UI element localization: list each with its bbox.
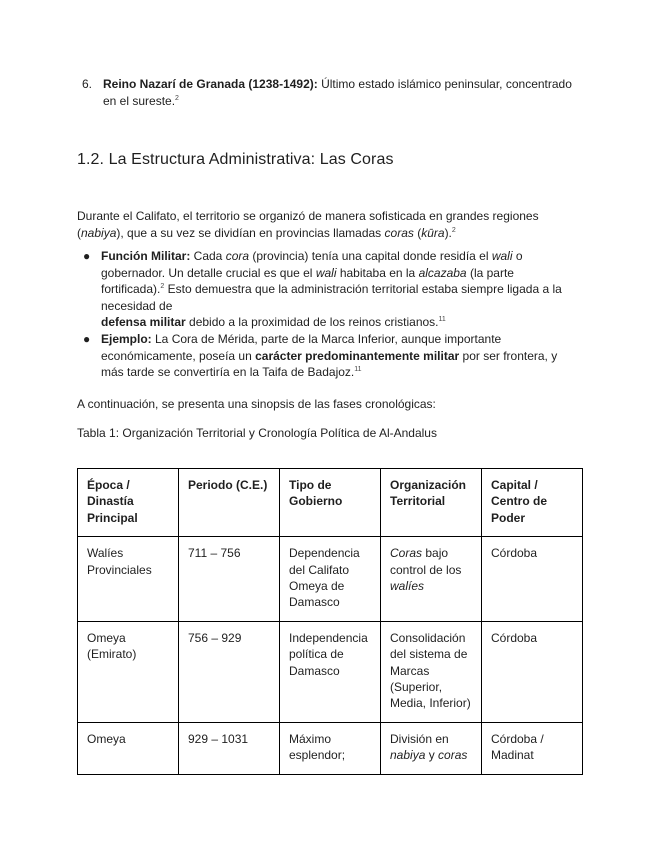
cell-periodo: 711 – 756 [179, 537, 280, 622]
table-row [78, 722, 583, 774]
cell-epoca: Omeya (Emirato) [78, 621, 179, 722]
table-caption: Tabla 1: Organización Territorial y Cronología Política de Al-Andalus [77, 426, 437, 440]
bullet-item-ejemplo: ● Ejemplo: La Cora de Mérida, parte de la Marca Inferior, aunque importante económicamente, poseía un carácter predominantemente militar por ser frontera, y más tarde se convertiría en la Taifa de Badajoz.$^{11}$ [83, 331, 558, 380]
bullet-label: Función Militar: [101, 249, 191, 263]
cell-organizacion: Coras bajo control de los walíes [381, 537, 482, 622]
header-capital: Capital / Centro de Poder [482, 469, 583, 537]
cell-epoca: Omeya [78, 722, 179, 774]
footnote-ref[interactable]: 2 [160, 283, 165, 291]
bullet-icon: ● [83, 331, 91, 346]
cell-periodo: 756 – 929 [179, 621, 280, 722]
cell-gobierno: Dependencia del Califato Omeya de Damasco [280, 537, 381, 622]
cell-gobierno: Máximo esplendor; [280, 722, 381, 774]
header-gobierno: Tipo de Gobierno [280, 469, 381, 537]
cell-capital: Córdoba [482, 537, 583, 622]
chronology-table [77, 468, 583, 775]
table-header-row [78, 469, 583, 537]
cell-periodo: 929 – 1031 [179, 722, 280, 774]
cell-organizacion: División en nabiya y coras [381, 722, 482, 774]
footnote-ref[interactable]: 2 [451, 226, 456, 234]
bullet-icon: ● [83, 249, 91, 263]
table-row [78, 537, 583, 622]
header-organizacion: Organización Territorial [381, 469, 482, 537]
footnote-ref[interactable]: 11 [354, 366, 362, 374]
list-item-text: Reino Nazarí de Granada (1238-1492): Último estado islámico peninsular, concentrado en el sureste.$^2$ [103, 77, 572, 108]
cell-organizacion: Consolidación del sistema de Marcas (Superior, Media, Inferior) [381, 621, 482, 722]
footnote-ref[interactable]: 11 [438, 316, 446, 324]
cell-capital: Córdoba [482, 621, 583, 722]
cell-capital: Córdoba / Madinat [482, 722, 583, 774]
list-number: 6. [82, 77, 93, 91]
intro-paragraph: Durante el Califato, el territorio se organizó de manera sofisticada en grandes regiones (nabiya), que a su vez se dividían en provincias llamadas coras (kūra).$^2$ [77, 209, 539, 240]
cell-epoca: Walíes Provinciales [78, 537, 179, 622]
bullet-label: Ejemplo: [101, 331, 152, 346]
continuation-paragraph: A continuación, se presenta una sinopsis de las fases cronológicas: [77, 397, 436, 411]
table-row [78, 621, 583, 722]
list-item-title: Reino Nazarí de Granada (1238-1492): [103, 77, 318, 91]
header-periodo: Periodo (C.E.) [179, 469, 280, 537]
footnote-ref[interactable]: 2 [175, 94, 179, 102]
header-epoca: Época / Dinastía Principal [78, 469, 179, 537]
bullet-list [77, 248, 577, 381]
section-heading: 1.2. La Estructura Administrativa: Las Coras [77, 151, 394, 168]
cell-gobierno: Independencia política de Damasco [280, 621, 381, 722]
bullet-item-funcion-militar: ● Función Militar: Cada cora (provincia) tenía una capital donde residía el wali o gobernador. Un detalle crucial es que el wali habitaba en la alcazaba (la parte fortificada).$^2$ Esto demuestra que la administración territorial estaba siempre ligada a la necesidad de defensa militar debido a la proximidad de los reinos cristianos.$^{11}$ [83, 249, 562, 330]
